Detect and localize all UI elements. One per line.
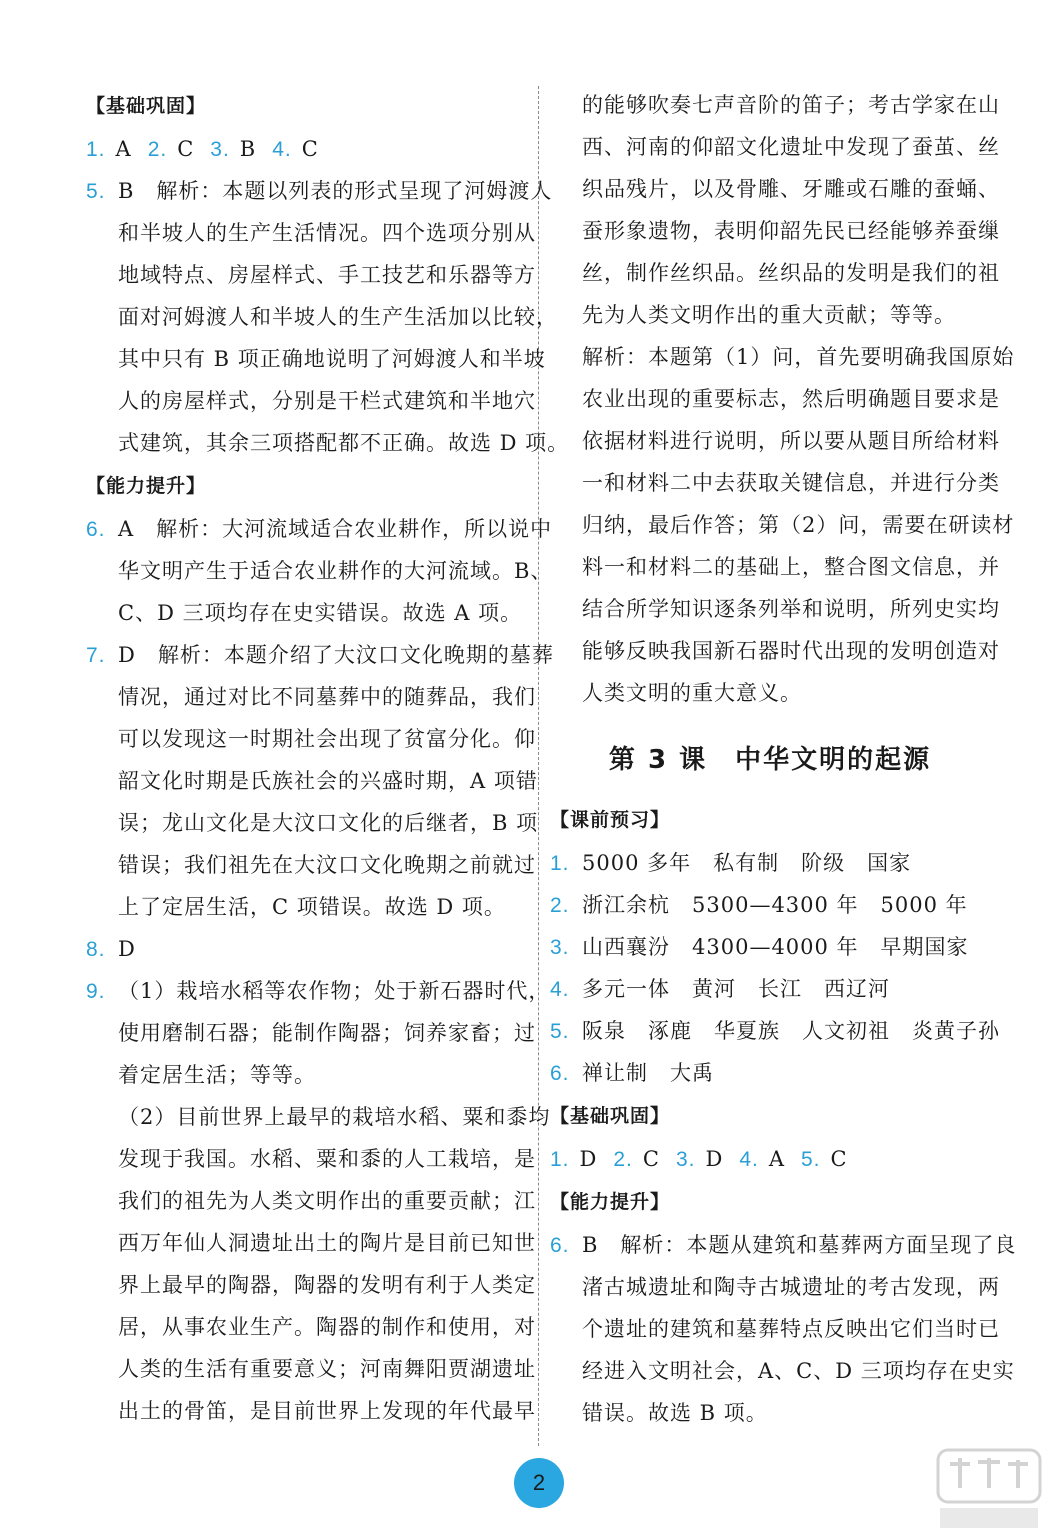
text-line: 着定居生活；等等。 — [118, 1063, 316, 1087]
column-divider — [538, 86, 539, 1446]
question-number: 3. — [210, 138, 230, 161]
answer-item — [86, 928, 526, 970]
text-line: 人类文明的重大意义。 — [582, 681, 802, 705]
answer-text: A 解析：大河流域适合农业耕作，所以说中 — [118, 517, 553, 541]
answer-item — [86, 970, 551, 1012]
text-line: 界上最早的陶器，陶器的发明有利于人类定 — [118, 1273, 536, 1297]
section-heading: 【能力提升】 — [86, 475, 207, 497]
text-line: 我们的祖先为人类文明作出的重要贡献；江 — [118, 1189, 536, 1213]
text-line: 个遗址的建筑和墓葬特点反映出它们当时已 — [582, 1317, 1000, 1341]
section-heading: 【基础巩固】 — [86, 95, 207, 117]
answer-item — [550, 1052, 990, 1094]
text-line: 农业出现的重要标志，然后明确题目要求是 — [582, 387, 1000, 411]
question-number: 7. — [86, 644, 106, 667]
answer-item — [86, 508, 553, 550]
question-number: 3. — [550, 936, 570, 959]
answer-row — [550, 1138, 990, 1180]
text-line: 式建筑，其余三项搭配都不正确。故选 D 项。 — [118, 431, 570, 455]
answer-item — [550, 884, 990, 926]
answer-letter: C — [830, 1147, 848, 1171]
text-line: 的能够吹奏七声音阶的笛子；考古学家在山 — [582, 93, 1000, 117]
left-column — [86, 84, 570, 1432]
answer-item — [550, 842, 990, 884]
question-number: 6. — [86, 518, 106, 541]
text-line: 其中只有 B 项正确地说明了河姆渡人和半坡 — [118, 347, 546, 371]
text-line: 依据材料进行说明，所以要从题目所给材料 — [582, 429, 1000, 453]
text-line: 结合所学知识逐条列举和说明，所列史实均 — [582, 597, 1000, 621]
question-number: 9. — [86, 980, 106, 1003]
text-line: C、D 三项均存在史实错误。故选 A 项。 — [118, 601, 523, 625]
question-number: 4. — [739, 1148, 759, 1171]
answer-letter: D — [705, 1147, 724, 1171]
text-line: 先为人类文明作出的重大贡献；等等。 — [582, 303, 956, 327]
text-line: 织品残片，以及骨雕、牙雕或石雕的蚕蛹、 — [582, 177, 1000, 201]
text-line: 归纳，最后作答；第（2）问，需要在研读材 — [582, 513, 1015, 537]
answer-text: 浙江余杭 5300—4300 年 5000 年 — [582, 893, 968, 917]
question-number: 2. — [550, 894, 570, 917]
text-line: 经进入文明社会，A、C、D 三项均存在史实 — [582, 1359, 1015, 1383]
answer-text: 5000 多年 私有制 阶级 国家 — [582, 851, 912, 875]
question-number: 2. — [613, 1148, 633, 1171]
text-line: （2）目前世界上最早的栽培水稻、粟和黍均 — [118, 1105, 551, 1129]
answer-text: 阪泉 涿鹿 华夏族 人文初祖 炎黄子孙 — [582, 1019, 1000, 1043]
right-column — [550, 84, 1017, 1434]
text-line: 地域特点、房屋样式、手工技艺和乐器等方 — [118, 263, 536, 287]
answer-letter: D — [579, 1147, 598, 1171]
text-line: 渚古城遗址和陶寺古城遗址的考古发现，两 — [582, 1275, 1000, 1299]
section-heading: 【基础巩固】 — [550, 1105, 671, 1127]
question-number: 1. — [550, 1148, 570, 1171]
answer-item — [86, 170, 553, 212]
text-line: 情况，通过对比不同墓葬中的随葬品，我们 — [118, 685, 536, 709]
text-line: 丝，制作丝织品。丝织品的发明是我们的祖 — [582, 261, 1000, 285]
answer-letter: C — [642, 1147, 660, 1171]
answer-item — [550, 926, 990, 968]
text-line: 可以发现这一时期社会出现了贫富分化。仰 — [118, 727, 536, 751]
text-line: 西万年仙人洞遗址出土的陶片是目前已知世 — [118, 1231, 536, 1255]
text-line: 居，从事农业生产。陶器的制作和使用，对 — [118, 1315, 536, 1339]
text-line: 和半坡人的生产生活情况。四个选项分别从 — [118, 221, 536, 245]
question-number: 5. — [86, 180, 106, 203]
answer-text: B 解析：本题以列表的形式呈现了河姆渡人 — [118, 179, 553, 203]
question-number: 6. — [550, 1062, 570, 1085]
text-line: 西、河南的仰韶文化遗址中发现了蚕茧、丝 — [582, 135, 1000, 159]
text-line: 出土的骨笛，是目前世界上发现的年代最早 — [118, 1399, 536, 1423]
answer-row — [86, 128, 526, 170]
answer-stamp-logo-icon — [934, 1444, 1044, 1532]
text-line: 一和材料二中去获取关键信息，并进行分类 — [582, 471, 1000, 495]
answer-letter: A — [768, 1147, 785, 1171]
section-heading: 【课前预习】 — [550, 809, 671, 831]
answer-text: B 解析：本题从建筑和墓葬两方面呈现了良 — [582, 1233, 1017, 1257]
question-number: 1. — [550, 852, 570, 875]
text-line: 蚕形象遗物，表明仰韶先民已经能够养蚕缫 — [582, 219, 1000, 243]
answer-text: 禅让制 大禹 — [582, 1061, 714, 1085]
question-number: 2. — [147, 138, 168, 161]
question-number: 5. — [550, 1020, 570, 1043]
text-line: 人的房屋样式，分别是干栏式建筑和半地穴 — [118, 389, 536, 413]
question-number: 5. — [801, 1148, 821, 1171]
text-line: 华文明产生于适合农业耕作的大河流域。B、 — [118, 559, 553, 583]
question-number: 8. — [86, 938, 106, 961]
question-number: 6. — [550, 1234, 570, 1257]
text-line: 解析：本题第（1）问，首先要明确我国原始 — [582, 345, 1015, 369]
answer-item — [550, 1224, 1017, 1266]
answer-text: D — [118, 937, 136, 961]
text-line: 料一和材料二的基础上，整合图文信息，并 — [582, 555, 1000, 579]
text-line: 面对河姆渡人和半坡人的生产生活加以比较， — [118, 305, 558, 329]
answer-letter: B — [239, 137, 257, 161]
answer-text: （1）栽培水稻等农作物；处于新石器时代， — [118, 979, 551, 1003]
text-line: 上了定居生活，C 项错误。故选 D 项。 — [118, 895, 506, 919]
text-line: 人类的生活有重要意义；河南舞阳贾湖遗址 — [118, 1357, 536, 1381]
text-line: 能够反映我国新石器时代出现的发明创造对 — [582, 639, 1000, 663]
question-number: 3. — [675, 1148, 696, 1171]
answer-letter: A — [115, 137, 132, 161]
text-line: 错误。故选 B 项。 — [582, 1401, 768, 1425]
section-heading: 【能力提升】 — [550, 1191, 671, 1213]
text-line: 使用磨制石器；能制作陶器；饲养家畜；过 — [118, 1021, 536, 1045]
answer-text: 多元一体 黄河 长江 西辽河 — [582, 977, 890, 1001]
answer-item — [86, 634, 554, 676]
page-number-badge: 2 — [514, 1458, 564, 1508]
answer-item — [550, 1010, 1000, 1052]
answer-letter: C — [301, 137, 319, 161]
answer-text: 山西襄汾 4300—4000 年 早期国家 — [582, 935, 969, 959]
text-line: 发现于我国。水稻、粟和黍的人工栽培，是 — [118, 1147, 536, 1171]
answer-item — [550, 968, 990, 1010]
text-line: 错误；我们祖先在大汶口文化晚期之前就过 — [118, 853, 536, 877]
text-line: 误；龙山文化是大汶口文化的后继者，B 项 — [118, 811, 539, 835]
question-number: 4. — [550, 978, 570, 1001]
answer-text: D 解析：本题介绍了大汶口文化晚期的墓葬 — [118, 643, 554, 667]
answer-letter: C — [177, 137, 195, 161]
text-line: 韶文化时期是氏族社会的兴盛时期，A 项错 — [118, 769, 538, 793]
question-number: 4. — [272, 138, 292, 161]
question-number: 1. — [86, 138, 106, 161]
lesson-title: 第 3 课 中华文明的起源 — [608, 745, 932, 775]
